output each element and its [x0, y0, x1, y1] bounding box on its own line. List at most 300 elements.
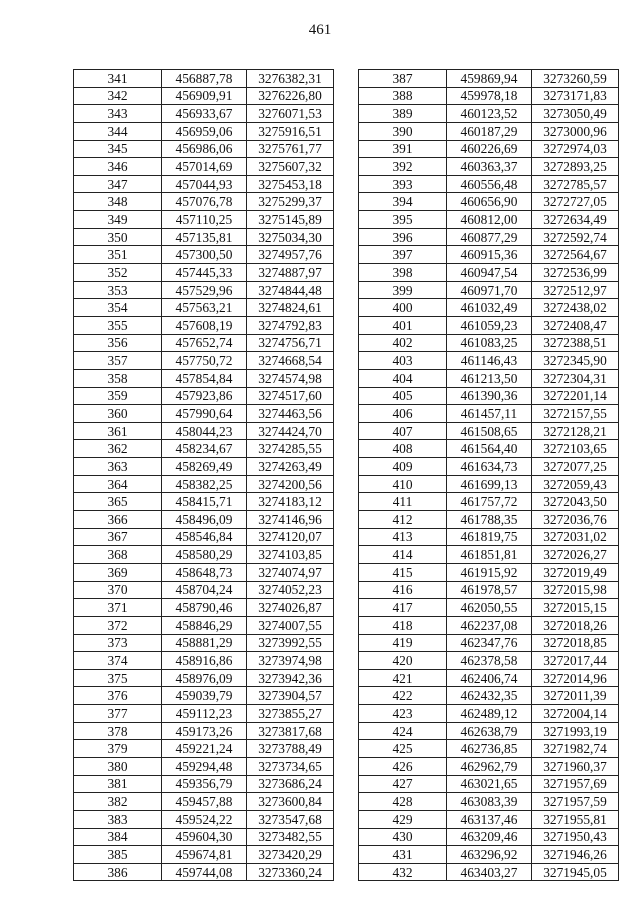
coordinate-x: 459173,26	[162, 722, 247, 740]
coordinate-x: 458976,09	[162, 669, 247, 687]
table-row	[359, 669, 619, 687]
coordinate-x: 458415,71	[162, 493, 247, 511]
table-row	[359, 122, 619, 140]
point-number: 388	[359, 87, 447, 105]
coordinate-y: 3273547,68	[247, 810, 334, 828]
coordinate-y: 3274463,56	[247, 405, 334, 423]
table-row	[74, 616, 334, 634]
table-row	[74, 563, 334, 581]
table-row	[359, 105, 619, 123]
point-number: 382	[74, 793, 162, 811]
point-number: 357	[74, 352, 162, 370]
coordinate-x: 457135,81	[162, 228, 247, 246]
point-number: 341	[74, 70, 162, 88]
table-row	[359, 616, 619, 634]
point-number: 372	[74, 616, 162, 634]
point-number: 401	[359, 316, 447, 334]
point-number: 421	[359, 669, 447, 687]
coordinate-x: 461457,11	[447, 405, 532, 423]
table-row	[359, 581, 619, 599]
coordinate-y: 3272438,02	[532, 299, 619, 317]
point-number: 366	[74, 511, 162, 529]
point-number: 406	[359, 405, 447, 423]
table-row	[359, 757, 619, 775]
coordinate-x: 460812,00	[447, 211, 532, 229]
coordinate-y: 3274574,98	[247, 369, 334, 387]
point-number: 394	[359, 193, 447, 211]
coordinate-x: 462736,85	[447, 740, 532, 758]
coordinate-y: 3272011,39	[532, 687, 619, 705]
point-number: 367	[74, 528, 162, 546]
coordinate-y: 3272018,26	[532, 616, 619, 634]
point-number: 384	[74, 828, 162, 846]
table-row	[359, 422, 619, 440]
coordinate-y: 3272031,02	[532, 528, 619, 546]
coordinate-y: 3272015,15	[532, 599, 619, 617]
coordinate-y: 3273260,59	[532, 70, 619, 88]
point-number: 420	[359, 652, 447, 670]
point-number: 416	[359, 581, 447, 599]
coordinate-x: 458790,46	[162, 599, 247, 617]
point-number: 412	[359, 511, 447, 529]
table-row	[74, 369, 334, 387]
coordinate-y: 3273817,68	[247, 722, 334, 740]
point-number: 360	[74, 405, 162, 423]
coordinate-y: 3272974,03	[532, 140, 619, 158]
coordinate-y: 3274263,49	[247, 458, 334, 476]
point-number: 342	[74, 87, 162, 105]
table-row	[359, 264, 619, 282]
coordinate-x: 461213,50	[447, 369, 532, 387]
coordinate-y: 3275145,89	[247, 211, 334, 229]
point-number: 404	[359, 369, 447, 387]
point-number: 368	[74, 546, 162, 564]
point-number: 397	[359, 246, 447, 264]
point-number: 411	[359, 493, 447, 511]
table-row	[74, 652, 334, 670]
coordinate-x: 458269,49	[162, 458, 247, 476]
table-row	[74, 228, 334, 246]
point-number: 353	[74, 281, 162, 299]
coordinate-x: 458044,23	[162, 422, 247, 440]
table-row	[359, 722, 619, 740]
coordinate-x: 456933,67	[162, 105, 247, 123]
coordinate-y: 3272564,67	[532, 246, 619, 264]
coordinate-y: 3272036,76	[532, 511, 619, 529]
coordinate-x: 461757,72	[447, 493, 532, 511]
coordinate-y: 3274026,87	[247, 599, 334, 617]
table-row	[359, 793, 619, 811]
coordinate-y: 3273000,96	[532, 122, 619, 140]
coordinate-x: 459039,79	[162, 687, 247, 705]
coordinate-y: 3272345,90	[532, 352, 619, 370]
coordinate-y: 3272727,05	[532, 193, 619, 211]
coordinate-x: 460915,36	[447, 246, 532, 264]
table-row	[74, 687, 334, 705]
coordinate-x: 459604,30	[162, 828, 247, 846]
table-row	[74, 264, 334, 282]
point-number: 396	[359, 228, 447, 246]
coordinate-y: 3273788,49	[247, 740, 334, 758]
table-row	[359, 528, 619, 546]
coordinate-y: 3272408,47	[532, 316, 619, 334]
coordinate-y: 3274668,54	[247, 352, 334, 370]
table-row	[359, 563, 619, 581]
point-number: 346	[74, 158, 162, 176]
coordinate-x: 459294,48	[162, 757, 247, 775]
point-number: 376	[74, 687, 162, 705]
table-row	[359, 299, 619, 317]
point-number: 373	[74, 634, 162, 652]
coordinate-x: 457044,93	[162, 175, 247, 193]
table-row	[74, 775, 334, 793]
coordinate-x: 458234,67	[162, 440, 247, 458]
coordinate-y: 3274120,07	[247, 528, 334, 546]
point-number: 391	[359, 140, 447, 158]
table-row	[359, 458, 619, 476]
coordinate-y: 3274200,56	[247, 475, 334, 493]
coordinate-y: 3271957,59	[532, 793, 619, 811]
table-row	[74, 193, 334, 211]
table-row	[359, 70, 619, 88]
coordinate-x: 461699,13	[447, 475, 532, 493]
coordinate-x: 460187,29	[447, 122, 532, 140]
coordinate-y: 3273734,65	[247, 757, 334, 775]
table-row	[74, 458, 334, 476]
coordinate-y: 3273942,36	[247, 669, 334, 687]
point-number: 370	[74, 581, 162, 599]
coordinate-y: 3274424,70	[247, 422, 334, 440]
coordinate-x: 457923,86	[162, 387, 247, 405]
table-row	[74, 828, 334, 846]
point-number: 422	[359, 687, 447, 705]
coordinate-x: 461851,81	[447, 546, 532, 564]
coordinate-y: 3273855,27	[247, 705, 334, 723]
coordinate-x: 458916,86	[162, 652, 247, 670]
coordinate-x: 463137,46	[447, 810, 532, 828]
coordinate-y: 3272017,44	[532, 652, 619, 670]
coordinate-x: 457529,96	[162, 281, 247, 299]
point-number: 364	[74, 475, 162, 493]
point-number: 369	[74, 563, 162, 581]
coordinate-x: 456909,91	[162, 87, 247, 105]
table-row	[359, 387, 619, 405]
table-row	[359, 369, 619, 387]
table-row	[359, 810, 619, 828]
coordinate-x: 458496,09	[162, 511, 247, 529]
point-number: 371	[74, 599, 162, 617]
coordinate-x: 458704,24	[162, 581, 247, 599]
point-number: 390	[359, 122, 447, 140]
point-number: 398	[359, 264, 447, 282]
coordinate-x: 456986,06	[162, 140, 247, 158]
table-row	[359, 863, 619, 881]
coordinate-x: 462638,79	[447, 722, 532, 740]
point-number: 389	[359, 105, 447, 123]
coordinate-x: 462347,76	[447, 634, 532, 652]
coordinate-y: 3272059,43	[532, 475, 619, 493]
coordinate-x: 457750,72	[162, 352, 247, 370]
coordinate-x: 459869,94	[447, 70, 532, 88]
point-number: 402	[359, 334, 447, 352]
point-number: 392	[359, 158, 447, 176]
table-row	[359, 211, 619, 229]
coordinate-x: 461146,43	[447, 352, 532, 370]
point-number: 356	[74, 334, 162, 352]
coordinate-x: 456887,78	[162, 70, 247, 88]
coordinate-x: 461032,49	[447, 299, 532, 317]
point-number: 344	[74, 122, 162, 140]
coordinate-x: 460877,29	[447, 228, 532, 246]
point-number: 362	[74, 440, 162, 458]
table-row	[74, 846, 334, 864]
table-row	[74, 422, 334, 440]
coordinate-y: 3276226,80	[247, 87, 334, 105]
table-row	[359, 140, 619, 158]
coordinate-y: 3272014,96	[532, 669, 619, 687]
table-row	[359, 193, 619, 211]
point-number: 377	[74, 705, 162, 723]
point-number: 407	[359, 422, 447, 440]
coordinate-x: 461819,75	[447, 528, 532, 546]
point-number: 348	[74, 193, 162, 211]
point-number: 431	[359, 846, 447, 864]
point-number: 385	[74, 846, 162, 864]
point-number: 425	[359, 740, 447, 758]
table-row	[74, 405, 334, 423]
table-row	[74, 281, 334, 299]
coordinate-x: 460556,48	[447, 175, 532, 193]
coordinate-x: 459978,18	[447, 87, 532, 105]
point-number: 378	[74, 722, 162, 740]
table-row	[359, 493, 619, 511]
point-number: 429	[359, 810, 447, 828]
coordinate-x: 463021,65	[447, 775, 532, 793]
point-number: 363	[74, 458, 162, 476]
coordinate-y: 3273171,83	[532, 87, 619, 105]
table-row	[74, 475, 334, 493]
point-number: 347	[74, 175, 162, 193]
coordinate-y: 3274517,60	[247, 387, 334, 405]
point-number: 408	[359, 440, 447, 458]
coordinate-y: 3274285,55	[247, 440, 334, 458]
coordinate-y: 3273600,84	[247, 793, 334, 811]
coordinate-y: 3274146,96	[247, 511, 334, 529]
coordinate-x: 461083,25	[447, 334, 532, 352]
point-number: 409	[359, 458, 447, 476]
coordinate-y: 3274756,71	[247, 334, 334, 352]
point-number: 343	[74, 105, 162, 123]
table-row	[74, 105, 334, 123]
point-number: 349	[74, 211, 162, 229]
point-number: 427	[359, 775, 447, 793]
coordinate-x: 457608,19	[162, 316, 247, 334]
table-row	[359, 281, 619, 299]
table-row	[359, 705, 619, 723]
point-number: 414	[359, 546, 447, 564]
coordinate-x: 457014,69	[162, 158, 247, 176]
table-row	[359, 599, 619, 617]
coordinate-y: 3273420,29	[247, 846, 334, 864]
coordinate-y: 3273482,55	[247, 828, 334, 846]
coordinate-x: 457300,50	[162, 246, 247, 264]
table-row	[359, 316, 619, 334]
table-row	[74, 740, 334, 758]
coordinate-x: 457854,84	[162, 369, 247, 387]
coordinate-y: 3274007,55	[247, 616, 334, 634]
coordinate-x: 460123,52	[447, 105, 532, 123]
table-row	[74, 316, 334, 334]
coordinate-x: 460226,69	[447, 140, 532, 158]
point-number: 400	[359, 299, 447, 317]
coordinate-y: 3272785,57	[532, 175, 619, 193]
coordinate-x: 457445,33	[162, 264, 247, 282]
coordinate-x: 460947,54	[447, 264, 532, 282]
point-number: 413	[359, 528, 447, 546]
table-row	[359, 87, 619, 105]
point-number: 426	[359, 757, 447, 775]
table-row	[359, 775, 619, 793]
table-row	[74, 334, 334, 352]
coordinate-y: 3271957,69	[532, 775, 619, 793]
table-row	[74, 511, 334, 529]
point-number: 374	[74, 652, 162, 670]
coordinate-x: 458846,29	[162, 616, 247, 634]
coordinate-y: 3275607,32	[247, 158, 334, 176]
coordinate-y: 3271945,05	[532, 863, 619, 881]
table-row	[359, 175, 619, 193]
coordinate-y: 3274887,97	[247, 264, 334, 282]
coordinate-x: 461978,57	[447, 581, 532, 599]
coordinate-y: 3274052,23	[247, 581, 334, 599]
table-row	[74, 87, 334, 105]
table-row	[359, 846, 619, 864]
point-number: 419	[359, 634, 447, 652]
coordinate-x: 463403,27	[447, 863, 532, 881]
table-row	[359, 634, 619, 652]
coordinate-x: 462962,79	[447, 757, 532, 775]
coordinate-x: 461634,73	[447, 458, 532, 476]
table-row	[74, 634, 334, 652]
point-number: 428	[359, 793, 447, 811]
table-row	[74, 175, 334, 193]
table-row	[74, 493, 334, 511]
point-number: 361	[74, 422, 162, 440]
table-row	[359, 405, 619, 423]
coordinate-x: 462432,35	[447, 687, 532, 705]
coordinate-y: 3272015,98	[532, 581, 619, 599]
point-number: 359	[74, 387, 162, 405]
point-number: 410	[359, 475, 447, 493]
coordinates-table-right	[358, 69, 619, 881]
coordinate-y: 3272018,85	[532, 634, 619, 652]
coordinate-y: 3274957,76	[247, 246, 334, 264]
table-row	[74, 122, 334, 140]
table-row	[74, 528, 334, 546]
point-number: 352	[74, 264, 162, 282]
point-number: 415	[359, 563, 447, 581]
coordinate-x: 459356,79	[162, 775, 247, 793]
point-number: 403	[359, 352, 447, 370]
coordinate-y: 3274792,83	[247, 316, 334, 334]
table-row	[74, 299, 334, 317]
coordinate-x: 462406,74	[447, 669, 532, 687]
coordinate-x: 459744,08	[162, 863, 247, 881]
table-row	[74, 546, 334, 564]
coordinate-x: 463209,46	[447, 828, 532, 846]
point-number: 424	[359, 722, 447, 740]
point-number: 375	[74, 669, 162, 687]
coordinate-x: 461508,65	[447, 422, 532, 440]
table-row	[74, 246, 334, 264]
coordinate-x: 461059,23	[447, 316, 532, 334]
point-number: 386	[74, 863, 162, 881]
coordinate-y: 3275299,37	[247, 193, 334, 211]
table-row	[74, 793, 334, 811]
coordinate-y: 3274103,85	[247, 546, 334, 564]
table-row	[359, 334, 619, 352]
table-row	[74, 387, 334, 405]
coordinate-y: 3272077,25	[532, 458, 619, 476]
table-row	[74, 863, 334, 881]
coordinate-x: 459457,88	[162, 793, 247, 811]
coordinate-y: 3272019,49	[532, 563, 619, 581]
coordinate-y: 3272634,49	[532, 211, 619, 229]
point-number: 350	[74, 228, 162, 246]
coordinate-y: 3271955,81	[532, 810, 619, 828]
table-row	[74, 440, 334, 458]
coordinate-x: 458580,29	[162, 546, 247, 564]
point-number: 405	[359, 387, 447, 405]
point-number: 381	[74, 775, 162, 793]
coordinate-y: 3272388,51	[532, 334, 619, 352]
table-row	[74, 352, 334, 370]
coordinate-y: 3272512,97	[532, 281, 619, 299]
point-number: 355	[74, 316, 162, 334]
coordinate-y: 3271982,74	[532, 740, 619, 758]
point-number: 432	[359, 863, 447, 881]
coordinate-y: 3275034,30	[247, 228, 334, 246]
coordinate-y: 3273050,49	[532, 105, 619, 123]
point-number: 383	[74, 810, 162, 828]
coordinate-x: 461564,40	[447, 440, 532, 458]
point-number: 423	[359, 705, 447, 723]
point-number: 418	[359, 616, 447, 634]
point-number: 393	[359, 175, 447, 193]
table-row	[359, 228, 619, 246]
coordinate-x: 461788,35	[447, 511, 532, 529]
coordinate-x: 460656,90	[447, 193, 532, 211]
table-row	[74, 722, 334, 740]
coordinate-y: 3272536,99	[532, 264, 619, 282]
coordinate-x: 457076,78	[162, 193, 247, 211]
coordinate-y: 3272157,55	[532, 405, 619, 423]
table-row	[359, 475, 619, 493]
coordinate-y: 3272004,14	[532, 705, 619, 723]
point-number: 379	[74, 740, 162, 758]
coordinate-x: 459524,22	[162, 810, 247, 828]
point-number: 430	[359, 828, 447, 846]
table-row	[74, 211, 334, 229]
coordinate-x: 461915,92	[447, 563, 532, 581]
point-number: 417	[359, 599, 447, 617]
coordinate-y: 3275761,77	[247, 140, 334, 158]
coordinate-y: 3272043,50	[532, 493, 619, 511]
table-row	[74, 757, 334, 775]
table-row	[359, 652, 619, 670]
coordinate-y: 3276071,53	[247, 105, 334, 123]
coordinate-y: 3272026,27	[532, 546, 619, 564]
